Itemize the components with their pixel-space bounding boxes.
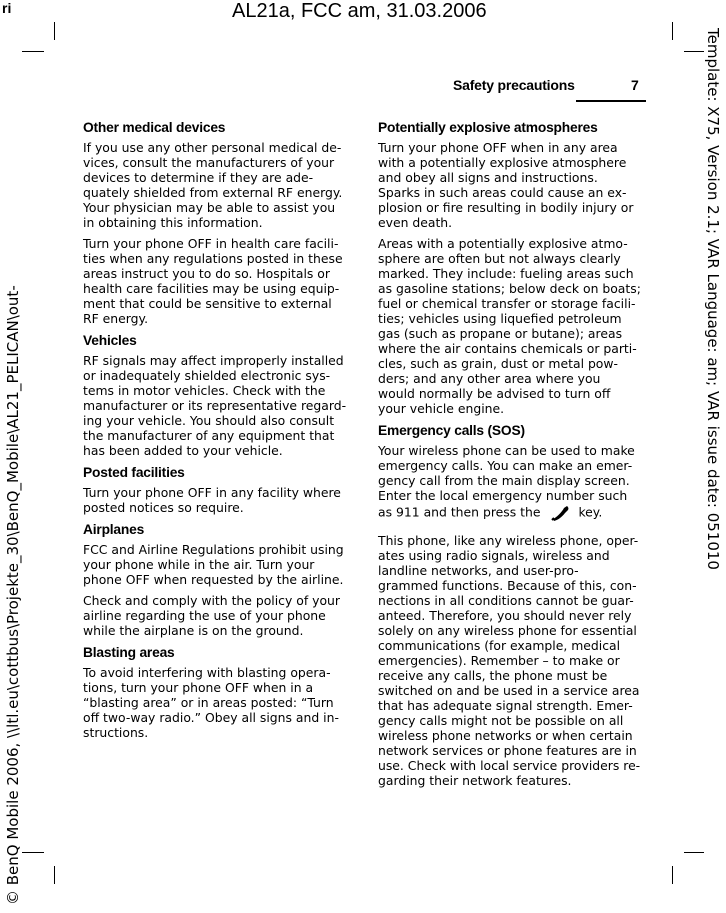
paragraph: Turn your phone OFF in health care facili- ties when any regulations posted in these areas instruct you to do so. Hospitals or health care facilities may be using equip- ment that could be sensitive to external RF energy. (83, 236, 343, 326)
paragraph: Turn your phone OFF in any facility where posted notices so require. (83, 485, 341, 515)
heading-airplanes: Airplanes (83, 522, 145, 537)
paragraph: This phone, like any wireless phone, oper- ates using radio signals, wireless and landline networks, and user-pro- grammed functions. Because of this, con- nections in all conditions cannot be guar- anteed. Therefore, you should never rely solely on any wireless phone for essential communications (for example, medical emergencies). Remember – to make or receive any calls, the phone must be switched on and be used in a service area that has adequate signal strength. Emer- gency calls might not be possible on all wireless phone networks or when certain network services or phone features are in use. Check with local service providers re- garding their network features. (378, 533, 641, 788)
heading-emergency-calls: Emergency calls (SOS) (378, 423, 525, 438)
heading-vehicles: Vehicles (83, 333, 137, 348)
paragraph: Check and comply with the policy of your airline regarding the use of your phone while the airplane is on the ground. (83, 593, 341, 638)
print-title: AL21a, FCC am, 31.03.2006 (232, 0, 487, 22)
right-column (378, 119, 646, 794)
crop-mark (54, 22, 55, 40)
heading-posted-facilities: Posted facilities (83, 465, 185, 480)
heading-explosive-atmospheres: Potentially explosive atmospheres (378, 120, 598, 135)
paragraph (378, 443, 646, 523)
copyright-path: © BenQ Mobile 2006, \\ltl.eu\cottbus\Projekte_30\BenQ_Mobile\AL21_PELICAN\out- (4, 285, 22, 905)
heading-blasting-areas: Blasting areas (83, 645, 175, 660)
paragraph: RF signals may affect improperly installed or inadequately shielded electronic sys- tems in motor vehicles. Check with the manufacturer or its representative regard- ing your vehicle. You should also consult the manufacturer of any equipment that has been added to your vehicle. (83, 353, 347, 458)
call-key-icon (544, 503, 574, 523)
heading-other-medical: Other medical devices (83, 120, 226, 135)
paragraph: To avoid interfering with blasting opera- tions, turn your phone OFF when in a “blasting area” or in areas posted: “Turn off two-way radio.” Obey all signs and in- structions. (83, 665, 339, 740)
emergency-text-end: key. (578, 504, 603, 520)
running-header-title: Safety precautions (453, 77, 575, 93)
crop-mark (22, 51, 44, 52)
crop-mark (684, 852, 704, 853)
crop-mark (672, 22, 673, 40)
paragraph: FCC and Airline Regulations prohibit using your phone while in the air. Turn your phone OFF when requested by the airline. (83, 542, 344, 587)
corner-tag: ri (2, 0, 12, 16)
spacer (378, 523, 646, 533)
crop-mark (672, 866, 673, 884)
template-info: Template: X75, Version 2.1; VAR Language: am; VAR issue date: 051010 (704, 28, 722, 570)
header-rule (576, 100, 646, 102)
left-column (83, 119, 351, 746)
crop-mark (684, 51, 704, 52)
crop-mark (22, 852, 44, 853)
crop-mark (54, 866, 55, 884)
page-number: 7 (631, 77, 639, 93)
paragraph: Areas with a potentially explosive atmo- sphere are often but not always clearly marked. They include: fueling areas such as gasoline stations; below deck on boats; fuel or chemical transfer or storage facili- ties; vehicles using liquefied petroleum gas (such as propane or butane); areas where the air contains chemicals or parti- cles, such as grain, dust or metal pow- ders; and any other area where you would normally be advised to turn off your vehicle engine. (378, 236, 641, 416)
paragraph: If you use any other personal medical de- vices, consult the manufacturers of your devices to determine if they are ade- quately shielded from external RF energy. Your physician may be able to assist you in obtaining this information. (83, 140, 343, 230)
paragraph: Turn your phone OFF when in any area with a potentially explosive atmosphere and obey all signs and instructions. Sparks in such areas could cause an ex- plosion or fire resulting in bodily injury or even death. (378, 140, 634, 230)
emergency-text: Your wireless phone can be used to make emergency calls. You can make an emer- gency call from the main display screen. Enter the local emergency number such as 911 and then press the (378, 443, 635, 520)
